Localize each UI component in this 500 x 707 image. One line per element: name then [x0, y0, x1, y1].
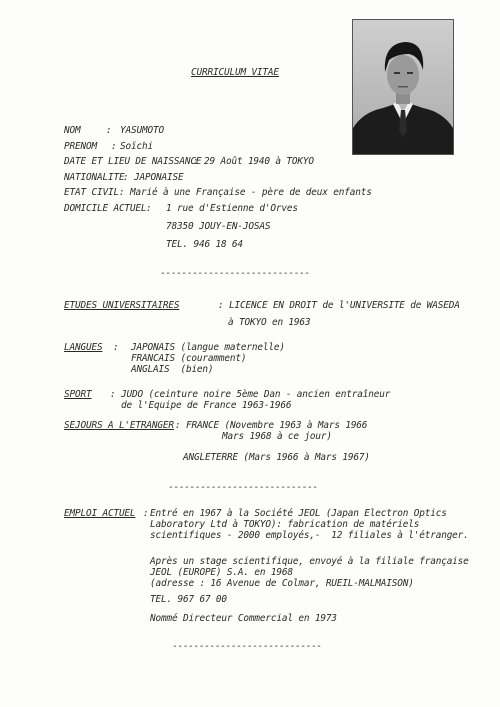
- page-title: CURRICULUM VITAE: [191, 67, 279, 78]
- emploi-p1-line: Laboratory Ltd à TOKYO): fabrication de matériels: [150, 519, 420, 530]
- nationalite-value: : JAPONAISE: [123, 172, 184, 183]
- langue-item: ANGLAIS (bien): [131, 364, 214, 375]
- sejours-line1: : FRANCE (Novembre 1963 à Mars 1966: [175, 420, 368, 431]
- naissance-value: : 29 Août 1940 à TOKYO: [193, 156, 314, 167]
- prenom-label: PRENOM: [64, 141, 97, 152]
- separator-1: ----------------------------: [160, 268, 310, 279]
- domicile-separator: :: [146, 203, 152, 214]
- emploi-tel: TEL. 967 67 00: [150, 594, 227, 605]
- domicile-line2: 78350 JOUY-EN-JOSAS: [166, 221, 271, 232]
- domicile-line1: 1 rue d'Estienne d'Orves: [166, 203, 298, 214]
- emploi-p3: Nommé Directeur Commercial en 1973: [150, 613, 337, 624]
- langue-item: JAPONAIS (langue maternelle): [131, 342, 285, 353]
- portrait-photo: [352, 19, 454, 155]
- nom-value: YASUMOTO: [120, 125, 164, 136]
- separator-3: ----------------------------: [172, 641, 322, 652]
- sejours-line2: Mars 1968 à ce jour): [222, 431, 332, 442]
- emploi-p2-line: JEOL (EUROPE) S.A. en 1968: [150, 567, 293, 578]
- langues-label: LANGUES: [64, 342, 103, 353]
- emploi-p1-line: scientifiques - 2000 employés,- 12 filiales à l'étranger.: [150, 530, 469, 541]
- separator-2: ----------------------------: [168, 482, 318, 493]
- emploi-p2-line: Après un stage scientifique, envoyé à la filiale française: [150, 556, 469, 567]
- emploi-p2-line: (adresse : 16 Avenue de Colmar, RUEIL-MALMAISON): [150, 578, 414, 589]
- langue-item: FRANCAIS (couramment): [131, 353, 247, 364]
- emploi-p1-line: Entré en 1967 à la Société JEOL (Japan Electron Optics: [150, 508, 447, 519]
- etat-civil-value: : Marié à une Française - père de deux enfants: [119, 187, 372, 198]
- etat-civil-label: ETAT CIVIL: [64, 187, 119, 198]
- nationalite-label: NATIONALITE: [64, 172, 125, 183]
- sport-line2: de l'Equipe de France 1963-1966: [121, 400, 292, 411]
- langues-separator: :: [113, 342, 119, 353]
- sport-line1: : JUDO (ceinture noire 5ème Dan - ancien entraîneur: [110, 389, 391, 400]
- etudes-label: ETUDES UNIVERSITAIRES: [64, 300, 180, 311]
- sport-label: SPORT: [64, 389, 92, 400]
- prenom-value: Soïchi: [120, 141, 153, 152]
- domicile-tel: TEL. 946 18 64: [166, 239, 243, 250]
- etudes-line2: à TOKYO en 1963: [228, 317, 311, 328]
- domicile-label: DOMICILE ACTUEL: [64, 203, 147, 214]
- emploi-label: EMPLOI ACTUEL: [64, 508, 136, 519]
- prenom-separator: :: [111, 141, 117, 152]
- sejours-label: SEJOURS A L'ETRANGER: [64, 420, 174, 431]
- nom-separator: :: [106, 125, 112, 136]
- nom-label: NOM: [64, 125, 81, 136]
- sejours-line3: ANGLETERRE (Mars 1966 à Mars 1967): [183, 452, 370, 463]
- emploi-separator: :: [143, 508, 149, 519]
- portrait-icon: [353, 20, 453, 154]
- etudes-line1: : LICENCE EN DROIT de l'UNIVERSITE de WASEDA: [218, 300, 460, 311]
- naissance-label: DATE ET LIEU DE NAISSANCE: [64, 156, 202, 167]
